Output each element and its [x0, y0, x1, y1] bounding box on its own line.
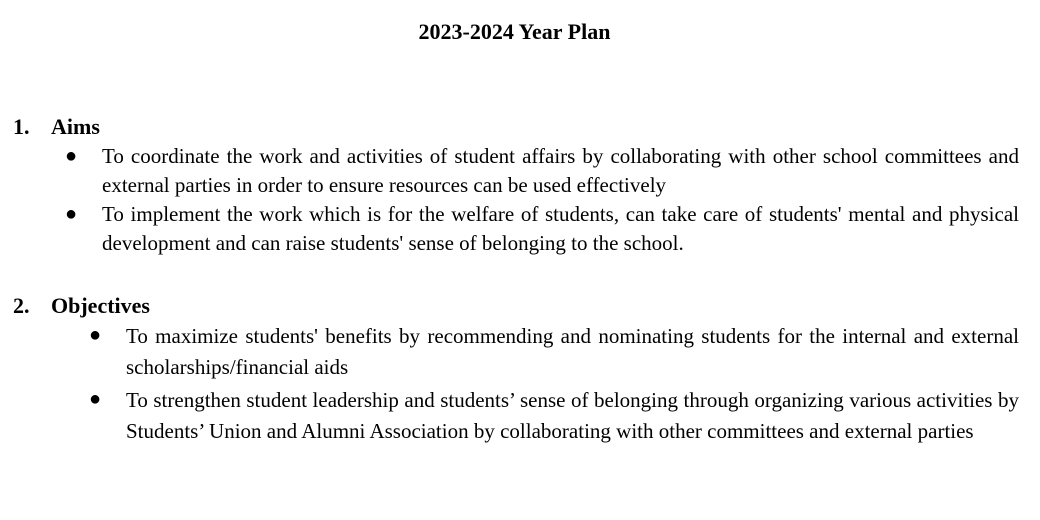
section-number: 2.: [13, 293, 30, 318]
bullet-icon: ●: [65, 203, 78, 225]
bullet-text: To implement the work which is for the welfare of students, can take care of students' mental and physical development and can raise students' sense of belonging to the school.: [102, 202, 1019, 255]
list-item: [13, 321, 1019, 383]
section-heading: [13, 291, 1019, 321]
bullet-list: [13, 142, 1019, 258]
bullet-text: To maximize students' benefits by recommending and nominating students for the internal and external scholarships/financial aids: [126, 324, 1019, 379]
section-title: Aims: [51, 114, 100, 139]
section-objectives: [13, 291, 1019, 449]
section-aims: [13, 112, 1019, 258]
list-item: [13, 142, 1019, 200]
section-number: 1.: [13, 114, 30, 139]
bullet-text: To coordinate the work and activities of student affairs by collaborating with other school committees and external parties in order to ensure resources can be used effectively: [102, 144, 1019, 197]
bullet-icon: ●: [89, 388, 102, 410]
bullet-text: To strengthen student leadership and students’ sense of belonging through organizing various activities by Students’ Union and Alumni Association by collaborating with other committees and external parties: [126, 388, 1019, 443]
list-item: [13, 200, 1019, 258]
bullet-icon: ●: [89, 324, 102, 346]
list-item: [13, 385, 1019, 447]
section-title: Objectives: [51, 293, 150, 318]
bullet-list: [13, 321, 1019, 447]
section-heading: [13, 112, 1019, 142]
bullet-icon: ●: [65, 145, 78, 167]
document-title: 2023-2024 Year Plan: [418, 19, 611, 44]
